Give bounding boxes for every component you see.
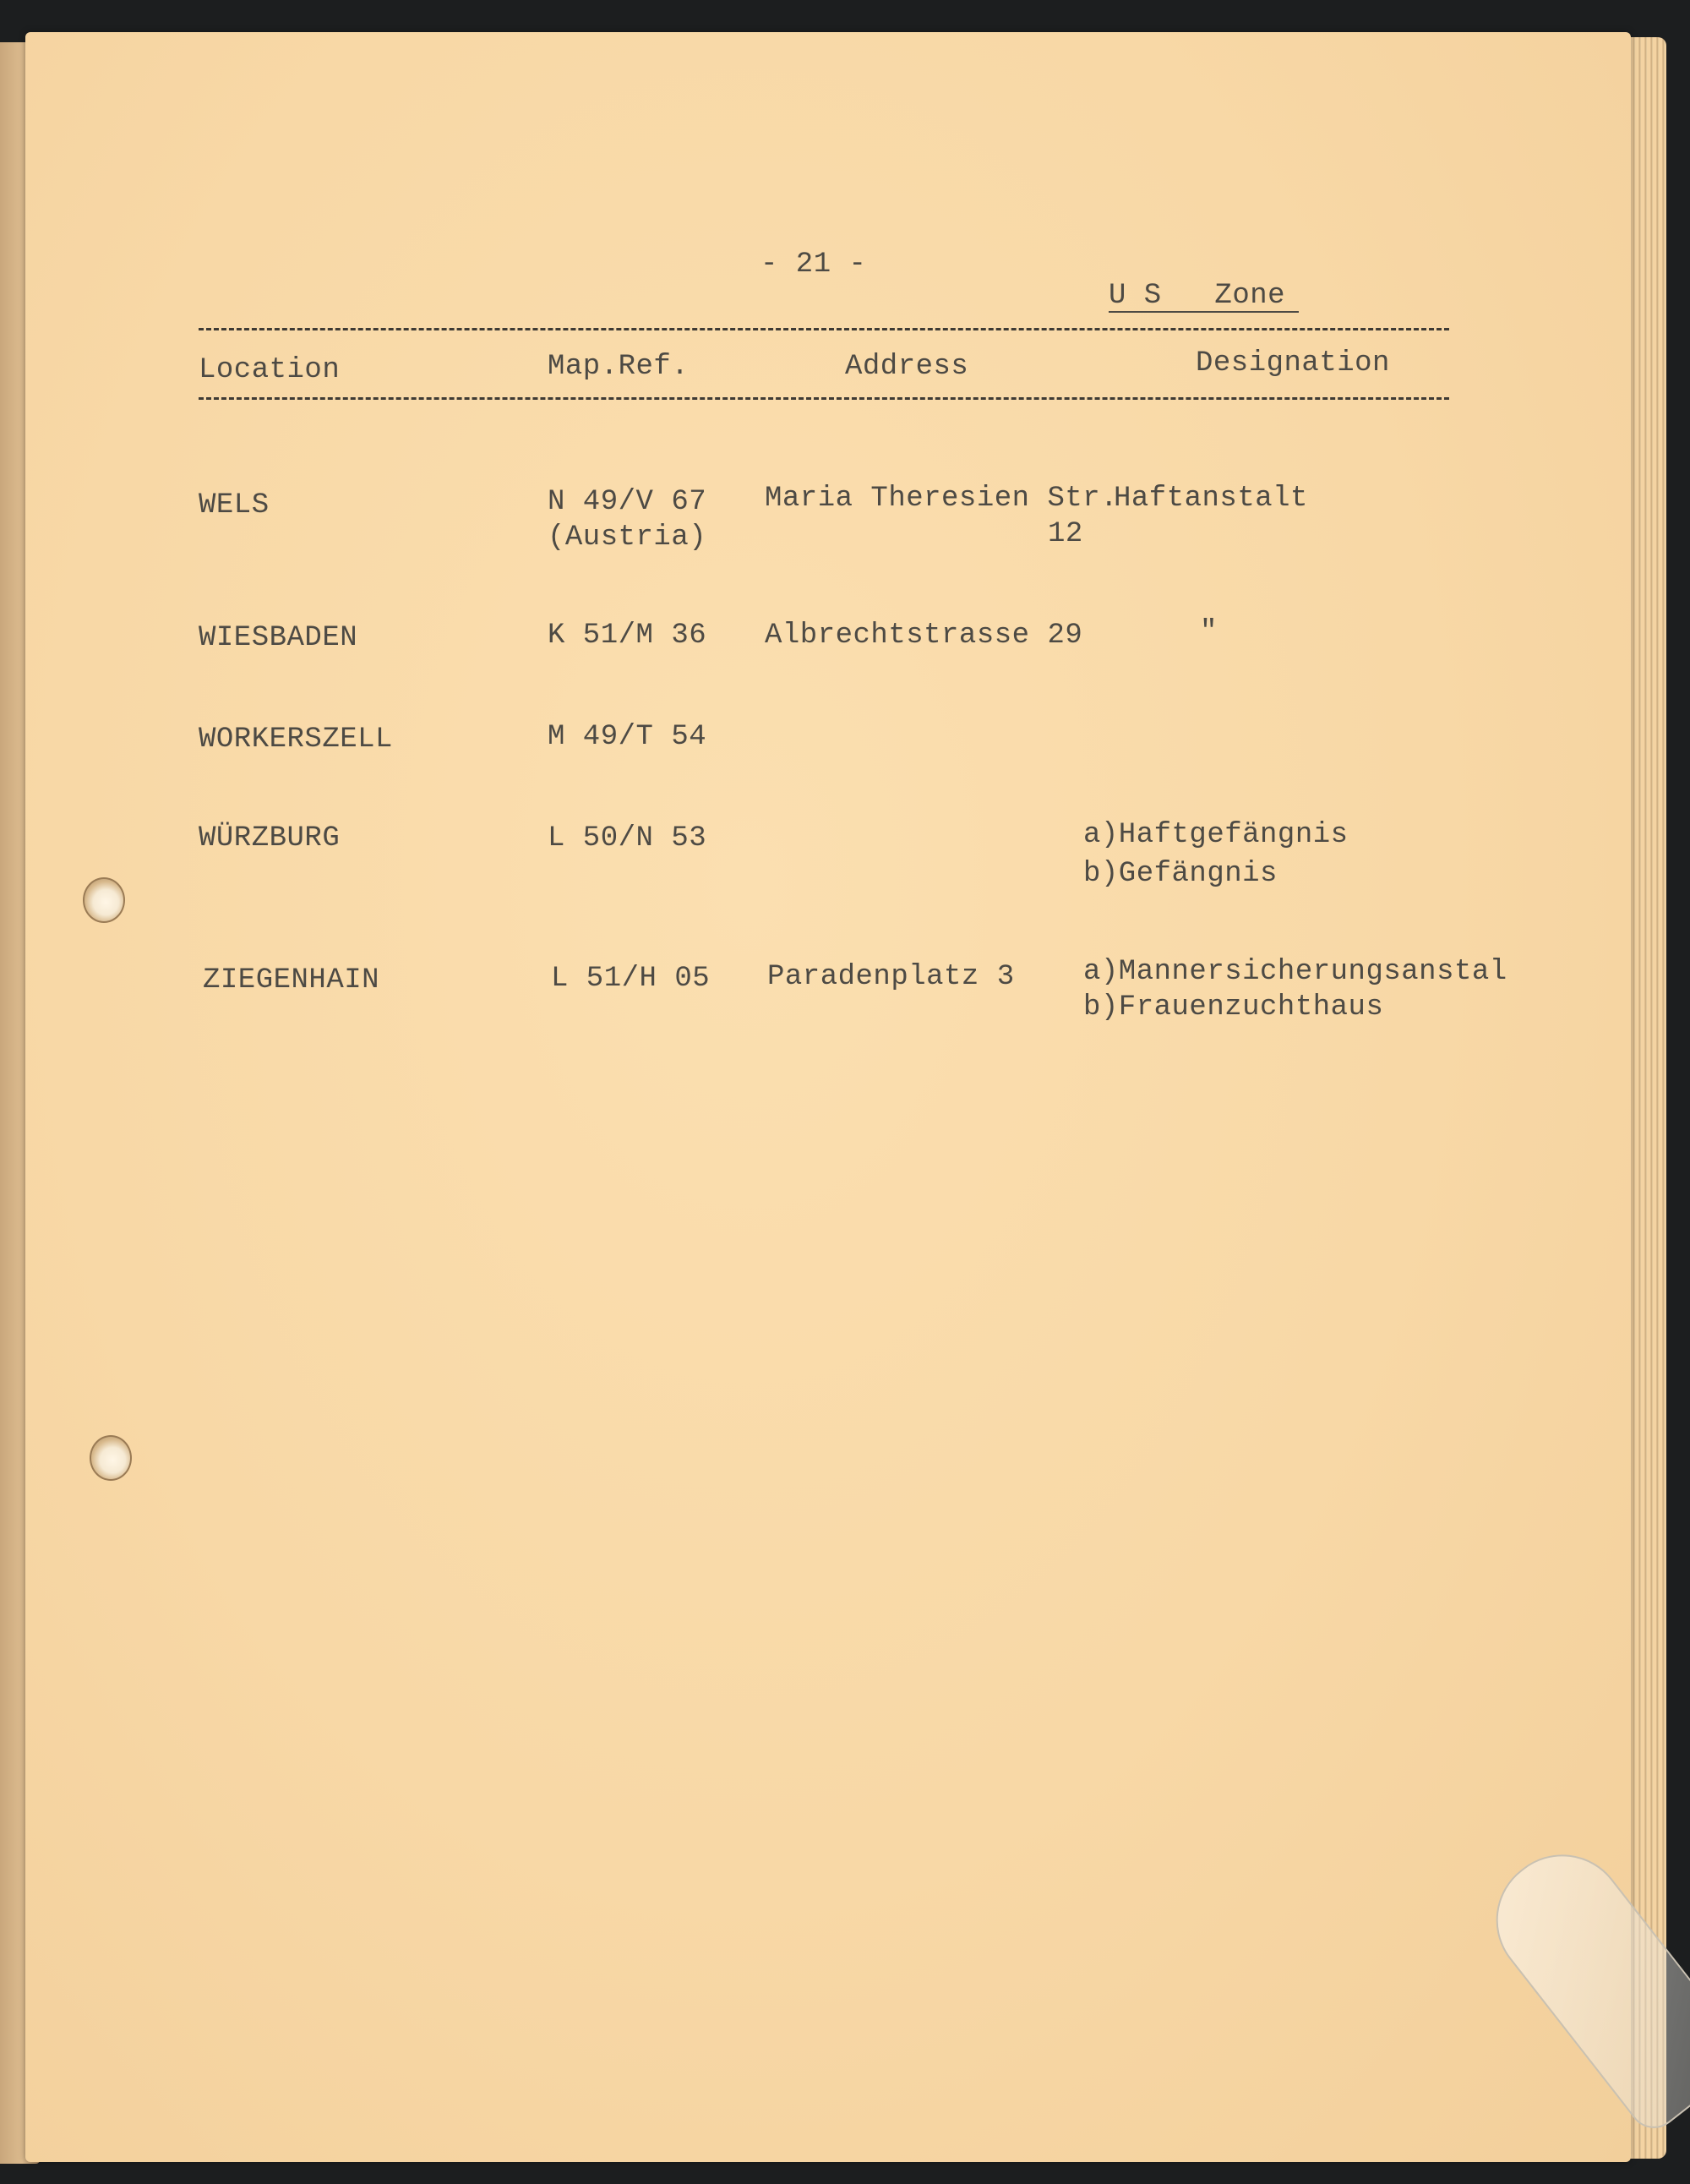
- column-header-map-ref: Map.Ref.: [548, 351, 690, 383]
- location-cell: WELS: [199, 489, 270, 521]
- map-ref-cell: L 51/H 05: [551, 963, 711, 995]
- map-ref-cell: K 51/M 36: [548, 620, 707, 652]
- page-number: - 21 -: [760, 248, 867, 281]
- header-bottom-rule: [199, 397, 1449, 400]
- location-cell: ZIEGENHAIN: [203, 964, 380, 996]
- zone-underline: [1109, 311, 1299, 313]
- designation-cell-secondary: b)Gefängnis: [1083, 858, 1278, 890]
- designation-cell: a)Mannersicherungsanstal: [1083, 956, 1507, 988]
- designation-cell: Haftanstalt: [1114, 483, 1308, 515]
- address-continuation: 12: [1048, 518, 1083, 550]
- column-header-location: Location: [199, 354, 341, 386]
- address-cell: Maria Theresien Str.: [765, 483, 1119, 515]
- map-ref-cell: M 49/T 54: [548, 721, 707, 753]
- designation-cell: a)Haftgefängnis: [1083, 819, 1349, 851]
- address-cell: Paradenplatz 3: [767, 961, 1015, 993]
- punch-hole-icon: [90, 1435, 132, 1481]
- punch-hole-icon: [83, 877, 125, 923]
- ditto-mark: ": [1200, 616, 1218, 648]
- location-cell: WÜRZBURG: [199, 822, 341, 854]
- zone-label: U S Zone: [1109, 280, 1286, 312]
- column-header-address: Address: [845, 351, 969, 383]
- designation-cell-secondary: b)Frauenzuchthaus: [1083, 991, 1384, 1024]
- address-cell: Albrechtstrasse 29: [765, 620, 1083, 652]
- header-top-rule: [199, 328, 1449, 330]
- location-cell: WIESBADEN: [199, 622, 358, 654]
- map-ref-cell: N 49/V 67: [548, 486, 707, 518]
- map-ref-note: (Austria): [548, 521, 707, 554]
- location-cell: WORKERSZELL: [199, 723, 393, 756]
- document-page: [25, 32, 1631, 2162]
- column-header-designation: Designation: [1196, 347, 1390, 379]
- map-ref-cell: L 50/N 53: [548, 822, 707, 854]
